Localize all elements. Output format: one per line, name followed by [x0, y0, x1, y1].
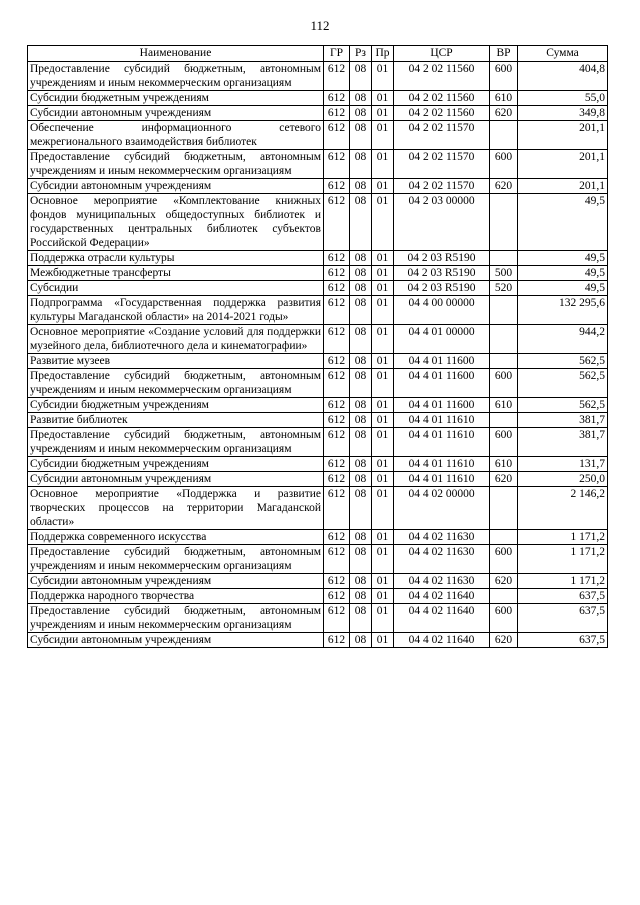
cell-gr: 612 [324, 589, 350, 604]
cell-csr: 04 2 03 R5190 [394, 266, 490, 281]
cell-pr: 01 [372, 150, 394, 179]
cell-rz: 08 [350, 457, 372, 472]
cell-pr: 01 [372, 281, 394, 296]
cell-name: Субсидии бюджетным учреждениям [28, 91, 324, 106]
cell-rz: 08 [350, 633, 372, 648]
cell-gr: 612 [324, 62, 350, 91]
cell-gr: 612 [324, 604, 350, 633]
cell-name: Субсидии автономным учреждениям [28, 574, 324, 589]
table-row [28, 354, 608, 369]
table-row [28, 487, 608, 530]
cell-vr: 610 [490, 91, 518, 106]
table-row [28, 325, 608, 354]
cell-gr: 612 [324, 633, 350, 648]
table-row [28, 604, 608, 633]
cell-pr: 01 [372, 106, 394, 121]
cell-pr: 01 [372, 62, 394, 91]
cell-sum: 381,7 [518, 413, 608, 428]
cell-vr: 620 [490, 106, 518, 121]
cell-sum: 637,5 [518, 604, 608, 633]
cell-csr: 04 4 02 11640 [394, 589, 490, 604]
cell-pr: 01 [372, 413, 394, 428]
cell-name: Подпрограмма «Государственная поддержка развития культуры Магаданской области» на 2014-2021 годы» [28, 296, 324, 325]
cell-gr: 612 [324, 398, 350, 413]
cell-csr: 04 4 02 11640 [394, 633, 490, 648]
cell-vr: 620 [490, 472, 518, 487]
cell-gr: 612 [324, 281, 350, 296]
cell-vr: 620 [490, 179, 518, 194]
table-row [28, 194, 608, 251]
cell-name: Субсидии бюджетным учреждениям [28, 457, 324, 472]
cell-pr: 01 [372, 296, 394, 325]
cell-vr [490, 589, 518, 604]
cell-rz: 08 [350, 604, 372, 633]
cell-gr: 612 [324, 121, 350, 150]
cell-vr: 500 [490, 266, 518, 281]
cell-csr: 04 2 02 11570 [394, 179, 490, 194]
table-row [28, 251, 608, 266]
cell-pr: 01 [372, 574, 394, 589]
cell-vr [490, 325, 518, 354]
table-row [28, 633, 608, 648]
cell-gr: 612 [324, 106, 350, 121]
cell-rz: 08 [350, 530, 372, 545]
cell-rz: 08 [350, 325, 372, 354]
table-row [28, 574, 608, 589]
cell-pr: 01 [372, 194, 394, 251]
cell-sum: 637,5 [518, 633, 608, 648]
cell-rz: 08 [350, 194, 372, 251]
cell-name: Поддержка современного искусства [28, 530, 324, 545]
cell-gr: 612 [324, 150, 350, 179]
table-row [28, 398, 608, 413]
cell-csr: 04 4 01 11610 [394, 457, 490, 472]
cell-sum: 637,5 [518, 589, 608, 604]
table-row [28, 62, 608, 91]
cell-csr: 04 4 02 00000 [394, 487, 490, 530]
header-vr: ВР [490, 46, 518, 62]
cell-pr: 01 [372, 457, 394, 472]
cell-pr: 01 [372, 545, 394, 574]
header-rz: Рз [350, 46, 372, 62]
cell-gr: 612 [324, 296, 350, 325]
cell-pr: 01 [372, 530, 394, 545]
header-row [28, 46, 608, 62]
cell-gr: 612 [324, 574, 350, 589]
cell-name: Межбюджетные трансферты [28, 266, 324, 281]
cell-vr [490, 194, 518, 251]
cell-gr: 612 [324, 487, 350, 530]
cell-sum: 201,1 [518, 121, 608, 150]
cell-gr: 612 [324, 266, 350, 281]
cell-sum: 404,8 [518, 62, 608, 91]
cell-sum: 562,5 [518, 398, 608, 413]
cell-vr [490, 530, 518, 545]
table-row [28, 91, 608, 106]
cell-vr: 520 [490, 281, 518, 296]
table-row [28, 428, 608, 457]
cell-sum: 49,5 [518, 194, 608, 251]
cell-gr: 612 [324, 194, 350, 251]
cell-csr: 04 2 03 R5190 [394, 251, 490, 266]
cell-gr: 612 [324, 369, 350, 398]
cell-csr: 04 4 02 11630 [394, 545, 490, 574]
cell-pr: 01 [372, 266, 394, 281]
cell-vr: 600 [490, 604, 518, 633]
cell-vr [490, 296, 518, 325]
cell-csr: 04 4 02 11640 [394, 604, 490, 633]
cell-rz: 08 [350, 487, 372, 530]
cell-rz: 08 [350, 413, 372, 428]
cell-gr: 612 [324, 325, 350, 354]
page-number: 112 [310, 18, 330, 33]
table-row [28, 121, 608, 150]
cell-csr: 04 4 01 11610 [394, 428, 490, 457]
cell-sum: 131,7 [518, 457, 608, 472]
cell-gr: 612 [324, 251, 350, 266]
cell-csr: 04 2 02 11570 [394, 150, 490, 179]
cell-name: Субсидии автономным учреждениям [28, 472, 324, 487]
cell-pr: 01 [372, 179, 394, 194]
table-header [28, 46, 608, 62]
header-name: Наименование [28, 46, 324, 62]
cell-rz: 08 [350, 296, 372, 325]
cell-pr: 01 [372, 472, 394, 487]
cell-name: Субсидии автономным учреждениям [28, 179, 324, 194]
cell-sum: 49,5 [518, 281, 608, 296]
cell-sum: 49,5 [518, 251, 608, 266]
cell-sum: 1 171,2 [518, 545, 608, 574]
cell-sum: 562,5 [518, 354, 608, 369]
header-sum: Сумма [518, 46, 608, 62]
cell-gr: 612 [324, 91, 350, 106]
cell-vr: 620 [490, 574, 518, 589]
cell-rz: 08 [350, 281, 372, 296]
cell-vr: 600 [490, 62, 518, 91]
cell-csr: 04 4 01 11600 [394, 398, 490, 413]
cell-sum: 201,1 [518, 150, 608, 179]
cell-csr: 04 4 02 11630 [394, 574, 490, 589]
cell-vr: 600 [490, 150, 518, 179]
cell-sum: 2 146,2 [518, 487, 608, 530]
cell-vr: 620 [490, 633, 518, 648]
cell-rz: 08 [350, 266, 372, 281]
cell-sum: 381,7 [518, 428, 608, 457]
cell-pr: 01 [372, 354, 394, 369]
cell-vr [490, 251, 518, 266]
cell-csr: 04 4 01 11600 [394, 369, 490, 398]
cell-pr: 01 [372, 398, 394, 413]
cell-name: Предоставление субсидий бюджетным, автономным учреждениям и иным некоммерческим организациям [28, 62, 324, 91]
cell-sum: 55,0 [518, 91, 608, 106]
cell-pr: 01 [372, 251, 394, 266]
header-gr: ГР [324, 46, 350, 62]
cell-sum: 250,0 [518, 472, 608, 487]
table-row [28, 179, 608, 194]
cell-csr: 04 4 01 11600 [394, 354, 490, 369]
cell-gr: 612 [324, 472, 350, 487]
cell-rz: 08 [350, 150, 372, 179]
cell-csr: 04 2 03 R5190 [394, 281, 490, 296]
cell-csr: 04 2 02 11570 [394, 121, 490, 150]
cell-name: Обеспечение информационного сетевого межрегионального взаимодействия библиотек [28, 121, 324, 150]
cell-pr: 01 [372, 487, 394, 530]
cell-gr: 612 [324, 428, 350, 457]
cell-gr: 612 [324, 413, 350, 428]
table-row [28, 150, 608, 179]
cell-rz: 08 [350, 121, 372, 150]
cell-name: Предоставление субсидий бюджетным, автономным учреждениям и иным некоммерческим организациям [28, 428, 324, 457]
cell-name: Предоставление субсидий бюджетным, автономным учреждениям и иным некоммерческим организациям [28, 545, 324, 574]
cell-name: Предоставление субсидий бюджетным, автономным учреждениям и иным некоммерческим организациям [28, 369, 324, 398]
cell-vr: 610 [490, 457, 518, 472]
cell-rz: 08 [350, 354, 372, 369]
cell-name: Предоставление субсидий бюджетным, автономным учреждениям и иным некоммерческим организациям [28, 604, 324, 633]
budget-table [27, 45, 608, 648]
table-row [28, 530, 608, 545]
cell-vr: 600 [490, 545, 518, 574]
cell-vr: 600 [490, 428, 518, 457]
cell-rz: 08 [350, 106, 372, 121]
cell-name: Субсидии бюджетным учреждениям [28, 398, 324, 413]
cell-pr: 01 [372, 589, 394, 604]
cell-vr [490, 413, 518, 428]
cell-sum: 49,5 [518, 266, 608, 281]
cell-sum: 1 171,2 [518, 530, 608, 545]
cell-sum: 944,2 [518, 325, 608, 354]
table-body [28, 62, 608, 648]
cell-csr: 04 2 02 11560 [394, 106, 490, 121]
header-pr: Пр [372, 46, 394, 62]
cell-name: Субсидии автономным учреждениям [28, 633, 324, 648]
table-row [28, 106, 608, 121]
cell-name: Основное мероприятие «Поддержка и развитие творческих процессов на территории Магаданской области» [28, 487, 324, 530]
cell-name: Развитие музеев [28, 354, 324, 369]
cell-rz: 08 [350, 179, 372, 194]
cell-sum: 201,1 [518, 179, 608, 194]
cell-vr: 610 [490, 398, 518, 413]
cell-rz: 08 [350, 91, 372, 106]
cell-csr: 04 2 02 11560 [394, 91, 490, 106]
cell-pr: 01 [372, 633, 394, 648]
cell-name: Поддержка народного творчества [28, 589, 324, 604]
cell-gr: 612 [324, 179, 350, 194]
table-row [28, 472, 608, 487]
cell-csr: 04 4 01 11610 [394, 413, 490, 428]
cell-vr: 600 [490, 369, 518, 398]
cell-csr: 04 4 00 00000 [394, 296, 490, 325]
cell-pr: 01 [372, 604, 394, 633]
table-row [28, 266, 608, 281]
cell-csr: 04 2 02 11560 [394, 62, 490, 91]
cell-gr: 612 [324, 530, 350, 545]
cell-name: Развитие библиотек [28, 413, 324, 428]
cell-gr: 612 [324, 545, 350, 574]
cell-pr: 01 [372, 121, 394, 150]
cell-name: Субсидии автономным учреждениям [28, 106, 324, 121]
cell-sum: 349,8 [518, 106, 608, 121]
cell-sum: 132 295,6 [518, 296, 608, 325]
cell-rz: 08 [350, 574, 372, 589]
cell-pr: 01 [372, 325, 394, 354]
cell-name: Основное мероприятие «Комплектование книжных фондов муниципальных общедоступных библиотек и государственных центральных библиотек субъектов Российской Федерации» [28, 194, 324, 251]
table-row [28, 589, 608, 604]
table-row [28, 413, 608, 428]
table-row [28, 369, 608, 398]
cell-pr: 01 [372, 369, 394, 398]
cell-rz: 08 [350, 251, 372, 266]
cell-name: Предоставление субсидий бюджетным, автономным учреждениям и иным некоммерческим организациям [28, 150, 324, 179]
cell-name: Поддержка отрасли культуры [28, 251, 324, 266]
cell-rz: 08 [350, 62, 372, 91]
cell-gr: 612 [324, 354, 350, 369]
cell-csr: 04 4 02 11630 [394, 530, 490, 545]
table-row [28, 296, 608, 325]
cell-pr: 01 [372, 91, 394, 106]
table-row [28, 457, 608, 472]
cell-csr: 04 4 01 11610 [394, 472, 490, 487]
cell-vr [490, 121, 518, 150]
cell-rz: 08 [350, 369, 372, 398]
cell-csr: 04 4 01 00000 [394, 325, 490, 354]
cell-rz: 08 [350, 398, 372, 413]
cell-sum: 562,5 [518, 369, 608, 398]
header-csr: ЦСР [394, 46, 490, 62]
cell-rz: 08 [350, 589, 372, 604]
cell-rz: 08 [350, 472, 372, 487]
table-row [28, 281, 608, 296]
cell-rz: 08 [350, 428, 372, 457]
cell-pr: 01 [372, 428, 394, 457]
cell-vr [490, 354, 518, 369]
cell-rz: 08 [350, 545, 372, 574]
cell-name: Субсидии [28, 281, 324, 296]
cell-sum: 1 171,2 [518, 574, 608, 589]
table-row [28, 545, 608, 574]
cell-vr [490, 487, 518, 530]
cell-csr: 04 2 03 00000 [394, 194, 490, 251]
cell-name: Основное мероприятие «Создание условий для поддержки музейного дела, библиотечного дела и кинематографии» [28, 325, 324, 354]
cell-gr: 612 [324, 457, 350, 472]
